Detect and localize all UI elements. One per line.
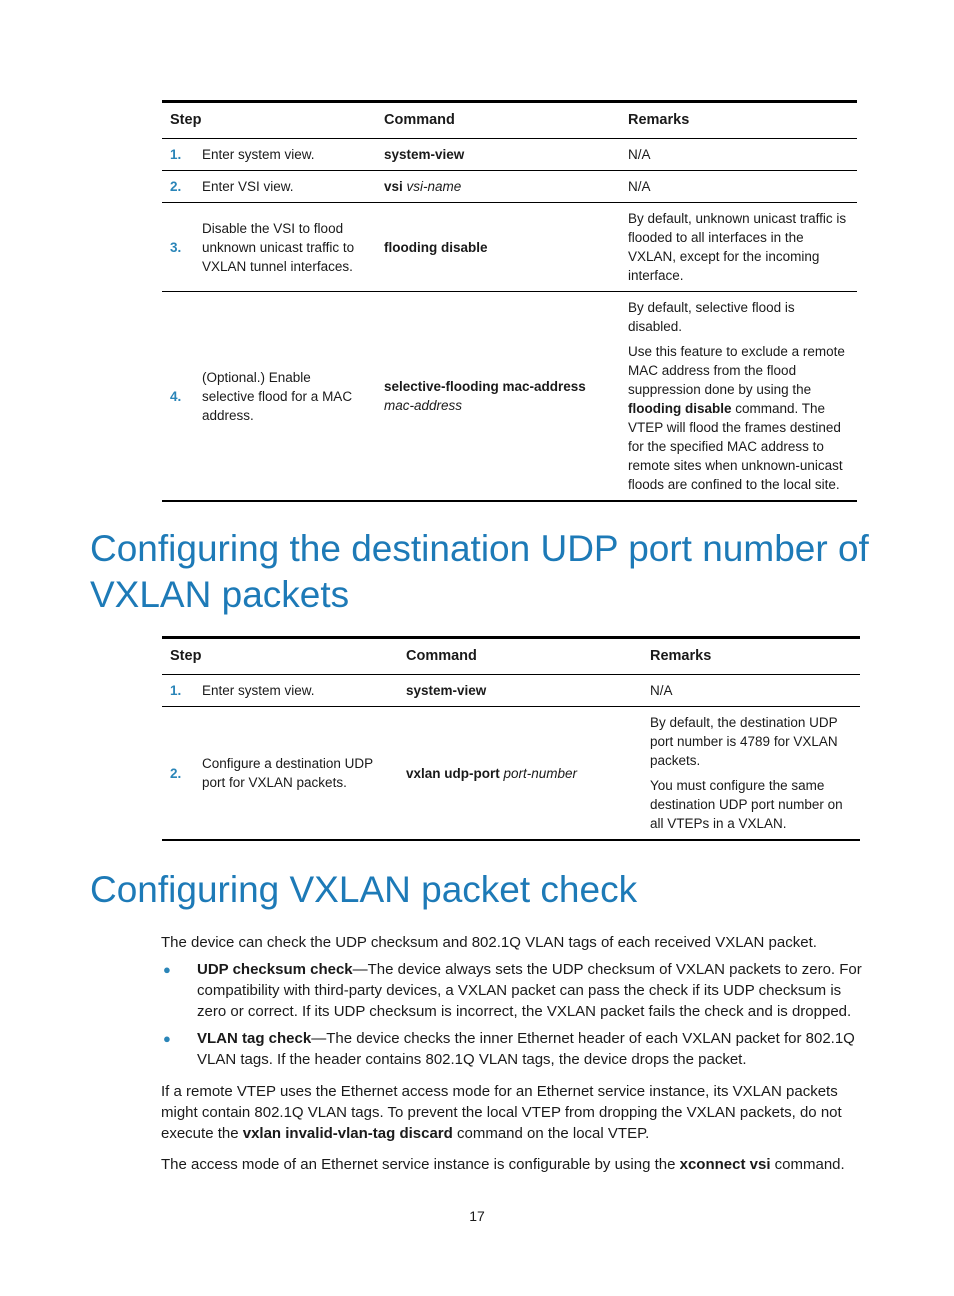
command-keyword: vsi <box>384 179 403 194</box>
step-number: 3. <box>170 239 182 255</box>
command-cell <box>396 675 640 707</box>
paragraph-text: command. <box>770 1156 845 1173</box>
table-row <box>162 675 860 707</box>
step-number: 1. <box>170 147 182 162</box>
remarks-usage: You must configure the same destination UDP port number on all VTEPs in a VXLAN. <box>650 778 843 831</box>
command-argument: vsi-name <box>406 179 462 194</box>
bullet-icon: ● <box>163 1031 171 1046</box>
list-item <box>161 959 866 1022</box>
step-number: 4. <box>170 388 182 404</box>
bullet-icon: ● <box>163 962 171 977</box>
header-step: Step <box>170 648 202 664</box>
command-cell <box>374 203 618 292</box>
table-row <box>162 292 857 502</box>
remarks-cell <box>640 707 860 841</box>
paragraph-text: The access mode of an Ethernet service instance is configurable by using the <box>161 1156 680 1173</box>
command-cell <box>374 171 618 203</box>
remarks-cell: N/A <box>628 179 651 194</box>
step-number: 1. <box>170 683 182 698</box>
section-heading-packet-check: Configuring VXLAN packet check <box>90 869 638 910</box>
header-command: Command <box>406 648 477 664</box>
step-number: 2. <box>170 765 182 781</box>
remarks-text: Use this feature to exclude a remote MAC address from the flood suppression done by using the <box>628 344 845 397</box>
table-header-row <box>162 638 860 675</box>
step-text: Enter VSI view. <box>202 179 294 194</box>
header-command: Command <box>384 112 455 128</box>
step-text: Enter system view. <box>202 683 315 698</box>
command-keyword: selective-flooding mac-address <box>384 379 586 394</box>
remarks-usage <box>628 342 849 494</box>
step-number: 2. <box>170 179 182 194</box>
table-row <box>162 203 857 292</box>
remarks-cell: By default, unknown unicast traffic is flooded to all interfaces in the VXLAN, except for the incoming interface. <box>628 211 847 283</box>
table-row <box>162 171 857 203</box>
step-text: (Optional.) Enable selective flood for a MAC address. <box>202 369 353 423</box>
paragraph-text: command on the local VTEP. <box>452 1125 650 1142</box>
remarks-default: By default, the destination UDP port number is 4789 for VXLAN packets. <box>650 715 838 768</box>
remarks-cell: N/A <box>628 147 651 162</box>
step-text: Configure a destination UDP port for VXLAN packets. <box>202 756 373 790</box>
remarks-cell: N/A <box>650 683 673 698</box>
table-row <box>162 707 860 841</box>
config-paragraph <box>161 1154 866 1175</box>
steps-table-1 <box>162 100 857 502</box>
section-heading-udp-port: Configuring the destination UDP port number of VXLAN packets <box>90 528 869 615</box>
command-keyword: system-view <box>384 147 465 162</box>
paragraph-text: If a remote VTEP uses the Ethernet access mode for an Ethernet service instance, its VXLAN packets might contain 802.1Q VLAN tags. To prevent the local VTEP from dropping the VXLAN packets, do not execute the <box>161 1083 842 1142</box>
intro-paragraph: The device can check the UDP checksum and 802.1Q VLAN tags of each received VXLAN packet. <box>161 934 817 951</box>
step-text: Disable the VSI to flood unknown unicast traffic to VXLAN tunnel interfaces. <box>202 220 355 274</box>
command-keyword: vxlan invalid-vlan-tag discard <box>242 1125 453 1142</box>
command-keyword: flooding disable <box>384 239 488 255</box>
table-row <box>162 139 857 171</box>
command-keyword: xconnect vsi <box>679 1156 771 1173</box>
command-cell <box>374 139 618 171</box>
remarks-keyword: flooding disable <box>628 401 732 416</box>
remarks-text: command. The VTEP will flood the frames destined for the specified MAC address to remote sites when unknown-unicast floods are confined to the local site. <box>628 401 843 492</box>
header-remarks: Remarks <box>650 648 712 664</box>
command-argument: port-number <box>503 765 578 781</box>
command-argument: mac-address <box>384 398 463 413</box>
command-keyword: system-view <box>406 683 487 698</box>
list-item <box>161 1028 866 1070</box>
command-keyword: vxlan udp-port <box>406 765 500 781</box>
access-mode-paragraph <box>161 1081 866 1144</box>
command-cell <box>396 707 640 841</box>
check-list <box>161 959 866 1076</box>
remarks-cell <box>618 292 857 502</box>
step-text: Enter system view. <box>202 147 315 162</box>
list-item-term: VLAN tag check <box>197 1030 312 1047</box>
command-cell <box>374 292 618 502</box>
steps-table-2 <box>162 636 860 841</box>
header-remarks: Remarks <box>628 112 690 128</box>
table-header-row <box>162 102 857 139</box>
page-number: 17 <box>469 1208 485 1224</box>
list-item-term: UDP checksum check <box>197 961 353 978</box>
list-item-text: —The device always sets the UDP checksum of VXLAN packets to zero. For compatibility with third-party devices, a VXLAN packet can pass the check if its UDP checksum is zero or correct. If its UDP checksum is incorrect, the VXLAN packet fails the check and is dropped. <box>197 961 862 1020</box>
header-step: Step <box>170 112 202 128</box>
list-item-text: —The device checks the inner Ethernet header of each VXLAN packet for 802.1Q VLAN tags. If the header contains 802.1Q VLAN tags, the device drops the packet. <box>197 1030 855 1068</box>
remarks-default: By default, selective flood is disabled. <box>628 300 795 334</box>
